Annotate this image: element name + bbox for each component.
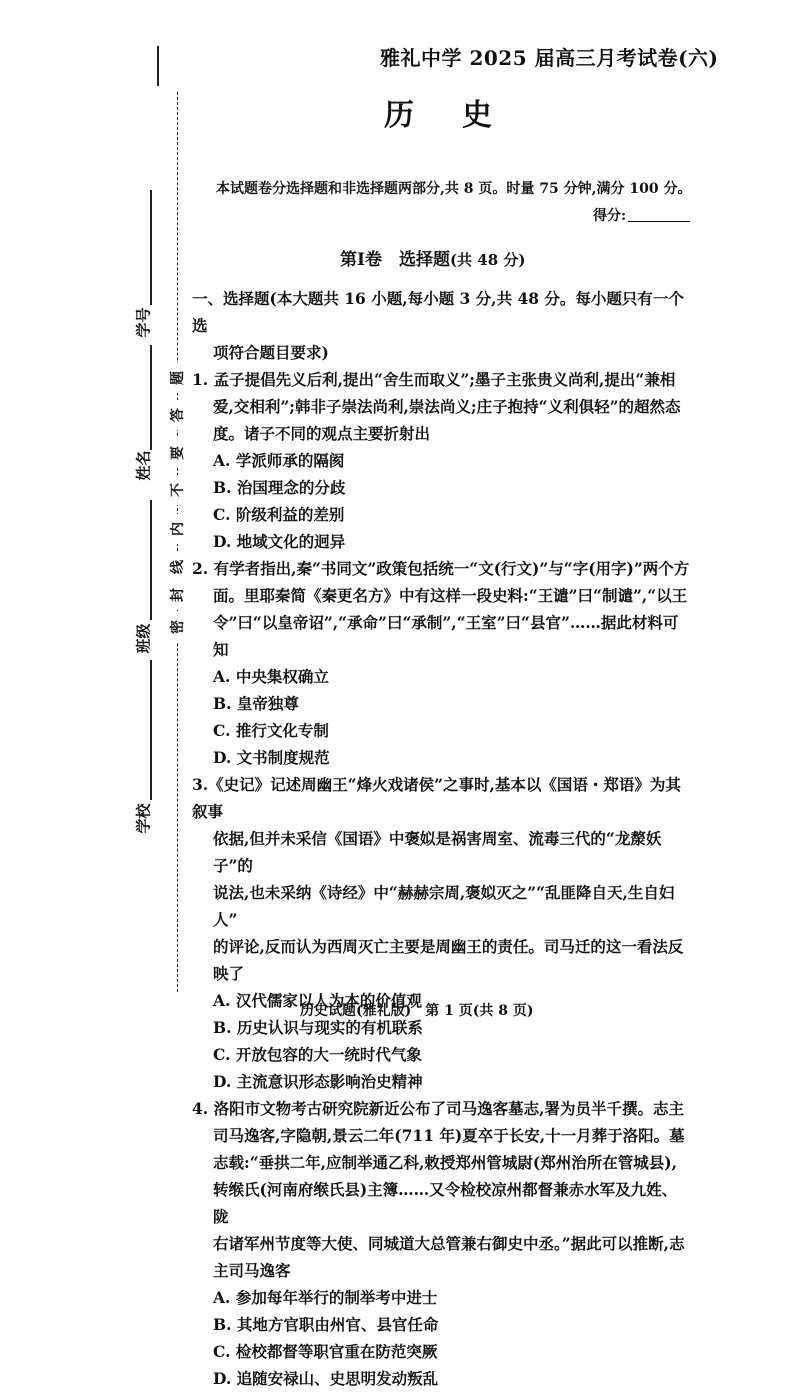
score-label: 得分: (593, 208, 627, 224)
school-blank[interactable] (150, 660, 152, 800)
question-1 (192, 366, 692, 555)
option-a[interactable]: A. 参加每年举行的制举考中进士 (213, 1288, 438, 1307)
name-label: 姓名 (134, 450, 153, 481)
exam-title: 雅礼中学 2025 届高三月考试卷(六) (380, 46, 719, 70)
seal-char: 密 (167, 612, 187, 642)
option-c[interactable]: C. 检校都督等职官重在防范突厥 (213, 1342, 438, 1361)
exam-intro: 本试题卷分选择题和非选择题两部分,共 8 页。时量 75 分钟,满分 100 分。 (216, 181, 692, 197)
class-label: 班级 (134, 623, 153, 654)
seal-char: 题 (167, 363, 187, 393)
class-blank[interactable] (150, 500, 152, 620)
option-d[interactable]: D. 地域文化的迥异 (213, 532, 346, 551)
option-d[interactable]: D. 主流意识形态影响治史精神 (213, 1072, 423, 1091)
question-4 (192, 1095, 692, 1392)
option-a[interactable]: A. 中央集权确立 (213, 667, 329, 686)
question-text: 3.《史记》记述周幽王“烽火戏诸侯”之事时,基本以《国语・郑语》为其叙事 (192, 775, 681, 821)
question-text: 令”曰“以皇帝诏”,“承命”曰“承制”,“王室”曰“县官”……据此材料可知 (213, 613, 679, 659)
subject-title: 历史 (384, 98, 540, 133)
part-instructions: 项符合题目要求) (213, 343, 329, 362)
question-3 (192, 771, 692, 1095)
name-blank[interactable] (150, 345, 152, 450)
seal-char: 答 (167, 400, 187, 430)
section-heading (340, 245, 525, 270)
question-text: 4. 洛阳市文物考古研究院新近公布了司马逸客墓志,署为员半千撰。志主 (192, 1099, 684, 1118)
question-text: 爱,交相利”;韩非子崇法尚利,崇法尚义;庄子抱持“义利俱轻”的超然态 (213, 397, 681, 416)
seal-char: 线 (167, 552, 187, 582)
option-list (192, 663, 692, 771)
seal-char: 要 (167, 438, 187, 468)
question-text: 右诸军州节度等大使、同城道大总管兼右御史中丞。”据此可以推断,志 (213, 1234, 685, 1253)
seal-char: 内 (167, 514, 187, 544)
question-text: 说法,也未采纳《诗经》中“赫赫宗周,褒姒灭之”“乱匪降自天,生自妇人” (213, 883, 675, 929)
question-text: 2. 有学者指出,秦“书同文”政策包括统一“文(行文)”与“字(用字)”两个方 (192, 559, 690, 578)
question-text: 司马逸客,字隐朝,景云二年(711 年)夏卒于长安,十一月葬于洛阳。墓 (213, 1126, 685, 1145)
question-text: 1. 孟子提倡先义后利,提出“舍生而取义”;墨子主张贵义尚利,提出“兼相 (192, 370, 676, 389)
option-b[interactable]: B. 其地方官职由州官、县官任命 (213, 1315, 439, 1334)
option-d[interactable]: D. 追随安禄山、史思明发动叛乱 (213, 1369, 439, 1388)
school-label: 学校 (134, 803, 153, 834)
option-c[interactable]: C. 阶级利益的差别 (213, 505, 345, 524)
question-text: 面。里耶秦简《秦更名方》中有这样一段史料:“王谴”曰“制谴”,“以王 (213, 586, 688, 605)
question-text: 的评论,反而认为西周灭亡主要是周幽王的责任。司马迁的这一看法反 (213, 937, 684, 956)
seal-char: 不 (167, 475, 187, 505)
question-text: 主司马逸客 (213, 1261, 291, 1280)
option-b[interactable]: B. 历史认识与现实的有机联系 (213, 1018, 423, 1037)
question-text: 依据,但并未采信《国语》中褒姒是祸害周室、流毒三代的“龙漦妖子”的 (213, 829, 662, 875)
seal-char: 封 (167, 580, 187, 610)
question-2 (192, 555, 692, 771)
section-title: 第Ⅰ卷 选择题 (340, 250, 450, 270)
option-a[interactable]: A. 汉代儒家以人为本的价值观 (213, 991, 422, 1010)
option-a[interactable]: A. 学派师承的隔阂 (213, 451, 345, 470)
option-b[interactable]: B. 治国理念的分歧 (213, 478, 346, 497)
option-list (192, 1284, 692, 1392)
question-text: 映了 (213, 964, 245, 983)
section-points: (共 48 分) (449, 251, 526, 269)
part-instructions: 一、选择题(本大题共 16 小题,每小题 3 分,共 48 分。每小题只有一个选 (192, 289, 684, 335)
score-field (593, 205, 690, 225)
score-blank[interactable] (628, 221, 690, 222)
question-text: 度。诸子不同的观点主要折射出 (213, 424, 431, 443)
option-d[interactable]: D. 文书制度规范 (213, 748, 330, 767)
questions-area (192, 285, 692, 1392)
binding-top-line (157, 46, 159, 86)
id-label: 学号 (134, 307, 153, 338)
option-c[interactable]: C. 开放包容的大一统时代气象 (213, 1045, 422, 1064)
option-b[interactable]: B. 皇帝独尊 (213, 694, 299, 713)
id-blank[interactable] (150, 190, 152, 305)
page-footer: 历史试题(雅礼版) 第 1 页(共 8 页) (300, 1003, 534, 1019)
question-text: 志载:“垂拱二年,应制举通乙科,敕授郑州管城尉(郑州治所在管城县), (213, 1153, 677, 1172)
option-c[interactable]: C. 推行文化专制 (213, 721, 329, 740)
option-list (192, 447, 692, 555)
question-text: 转缑氏(河南府缑氏县)主簿……又令检校凉州都督兼赤水军及九姓、陇 (213, 1180, 678, 1226)
